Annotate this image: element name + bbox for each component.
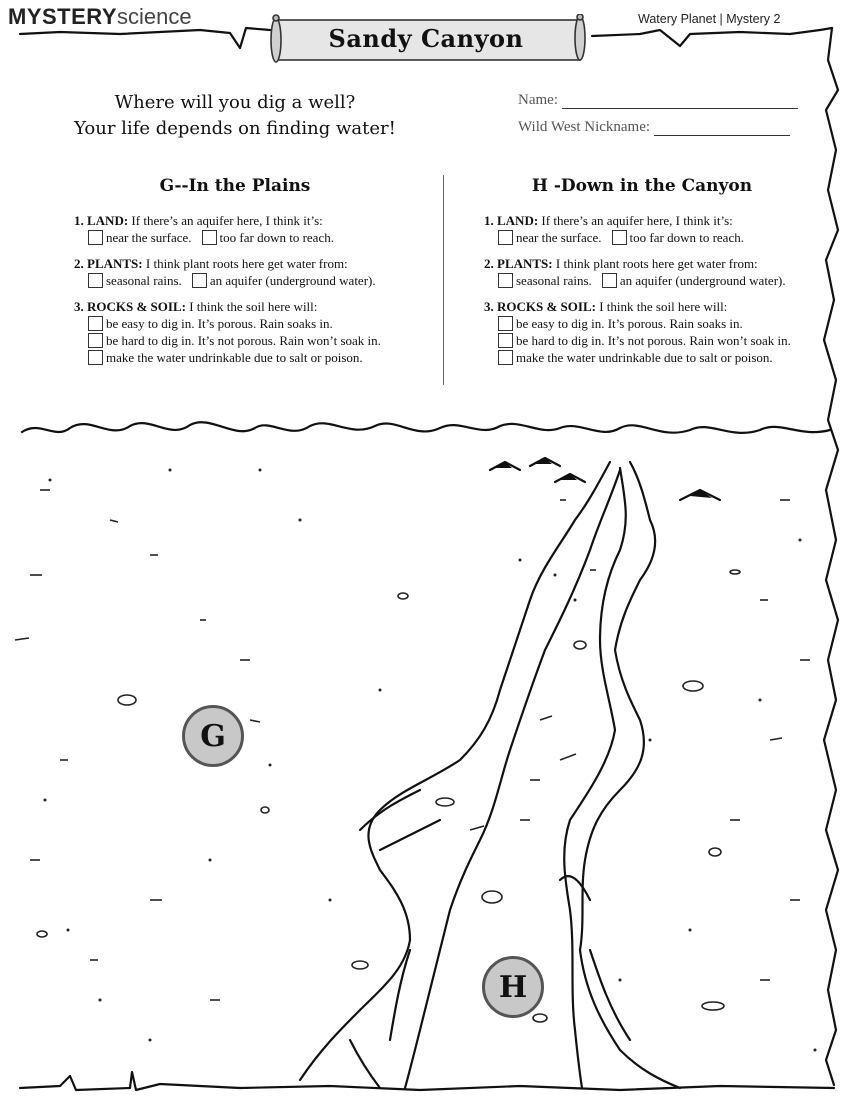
page-border-top [20,28,270,48]
checkbox[interactable] [612,230,627,245]
option-label: seasonal rains. [106,273,182,288]
canyon-right-wall-inner [564,468,626,1088]
checkbox[interactable] [88,350,103,365]
option-checkbox[interactable] [88,229,192,246]
page-border-bottom [20,1072,834,1090]
option-checkbox[interactable] [498,315,844,332]
question-keyword: ROCKS & SOIL: [497,299,596,314]
option-checkbox[interactable] [602,272,786,289]
name-input-line[interactable] [562,94,798,109]
question-keyword: PLANTS: [497,256,553,271]
question-rocks-soil [74,298,434,366]
mountain-skyline [22,422,830,433]
intro-line-2: Your life depends on finding water! [74,118,396,139]
option-checkbox[interactable] [88,332,434,349]
question-text: If there’s an aquifer here, I think it’s: [538,213,733,228]
option-label: too far down to reach. [629,230,744,245]
checkbox[interactable] [88,333,103,348]
checkbox[interactable] [498,273,513,288]
option-label: make the water undrinkable due to salt or poison. [106,350,363,365]
option-checkbox[interactable] [202,229,334,246]
option-checkbox[interactable] [88,272,182,289]
questions-canyon [484,212,844,375]
option-checkbox[interactable] [88,349,434,366]
checkbox[interactable] [602,273,617,288]
option-label: near the surface. [516,230,602,245]
option-checkbox[interactable] [498,332,844,349]
question-text: If there’s an aquifer here, I think it’s: [128,213,323,228]
question-number: 1. [74,213,84,228]
location-marker-g: G [182,705,244,767]
intro-prompt [40,90,430,142]
nickname-label: Wild West Nickname: [518,119,651,135]
option-label: be easy to dig in. It’s porous. Rain soaks in. [106,316,333,331]
question-land [74,212,434,246]
checkbox[interactable] [88,316,103,331]
question-plants [74,255,434,289]
checkbox[interactable] [498,230,513,245]
location-marker-h: H [482,956,544,1018]
question-text: I think plant roots here get water from: [552,256,758,271]
option-label: be hard to dig in. It’s not porous. Rain won’t soak in. [106,333,381,348]
question-text: I think the soil here will: [185,299,318,314]
question-text: I think plant roots here get water from: [142,256,348,271]
option-label: be easy to dig in. It’s porous. Rain soaks in. [516,316,743,331]
canyon-right-wall [580,462,680,1088]
column-title-canyon: H -Down in the Canyon [531,176,753,196]
nickname-field[interactable] [518,119,790,136]
column-divider [443,175,444,385]
option-checkbox[interactable] [612,229,744,246]
checkbox[interactable] [498,316,513,331]
option-checkbox[interactable] [498,229,602,246]
option-label: an aquifer (underground water). [209,273,376,288]
option-label: near the surface. [106,230,192,245]
page-border-top-right [592,28,832,46]
option-checkbox[interactable] [498,349,844,366]
checkbox[interactable] [88,230,103,245]
option-label: be hard to dig in. It’s not porous. Rain won’t soak in. [516,333,791,348]
checkbox[interactable] [88,273,103,288]
brand-light: science [117,4,192,29]
name-label: Name: [518,92,558,108]
option-checkbox[interactable] [192,272,376,289]
brand-bold: MYSTERY [8,4,118,29]
question-text: I think the soil here will: [595,299,728,314]
question-number: 3. [484,299,494,314]
question-keyword: PLANTS: [87,256,143,271]
option-checkbox[interactable] [88,315,434,332]
question-rocks-soil [484,298,844,366]
option-label: make the water undrinkable due to salt or poison. [516,350,773,365]
intro-line-1: Where will you dig a well? [114,92,356,113]
question-number: 2. [484,256,494,271]
canyon-left-wall [300,462,610,1080]
nickname-input-line[interactable] [654,121,790,136]
question-plants [484,255,844,289]
option-label: an aquifer (underground water). [619,273,786,288]
question-keyword: ROCKS & SOIL: [87,299,186,314]
name-field[interactable] [518,92,798,109]
option-checkbox[interactable] [498,272,592,289]
checkbox[interactable] [498,333,513,348]
column-title-plains: G--In the Plains [159,176,311,196]
question-keyword: LAND: [87,213,129,228]
checkbox[interactable] [202,230,217,245]
question-land [484,212,844,246]
questions-plains [74,212,434,375]
question-number: 1. [484,213,494,228]
page-title: Sandy Canyon [328,24,524,53]
checkbox[interactable] [192,273,207,288]
question-number: 3. [74,299,84,314]
question-keyword: LAND: [497,213,539,228]
question-number: 2. [74,256,84,271]
unit-label: Watery Planet | Mystery 2 [638,12,781,26]
checkbox[interactable] [498,350,513,365]
brand-logo [8,4,192,30]
option-label: seasonal rains. [516,273,592,288]
option-label: too far down to reach. [219,230,334,245]
